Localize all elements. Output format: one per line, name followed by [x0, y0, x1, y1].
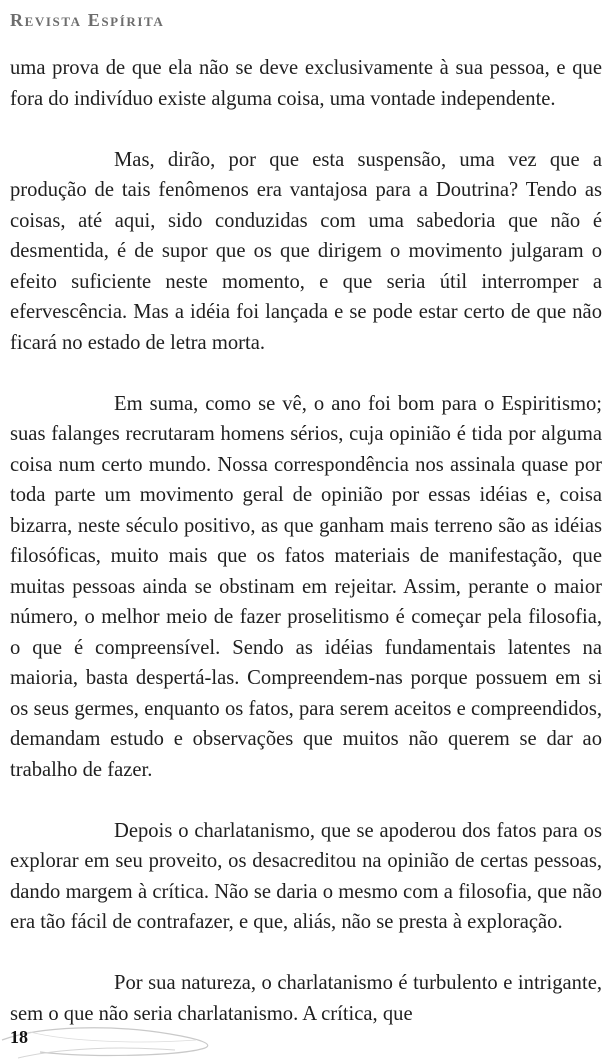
- paragraph-2: Mas, dirão, por que esta suspensão, uma vez que a produção de tais fenômenos era vantajosa para a Doutrina? Tendo as coisas, até aqui, sido conduzidas com uma sabedoria que não é desmentida, é de supor que os que dirigem o movimento julgaram o efeito suficiente neste momento, e que seria útil interromper a efervescência. Mas a idéia foi lançada e se pode estar certo de que não ficará no estado de letra morta.: [10, 148, 602, 354]
- page-number: 18: [10, 1027, 28, 1047]
- paragraph-3: Em suma, como se vê, o ano foi bom para o Espiritismo; suas falanges recrutaram homens sérios, cuja opinião é tida por alguma coisa num certo mundo. Nossa correspondência nos assinala quase por toda parte um movimento geral de opinião por essas idéias e, coisa bizarra, neste século positivo, as que ganham mais terreno são as idéias filosóficas, muito mais que os fatos materiais de manifestação, que muitas pessoas ainda se obstinam em rejeitar. Assim, perante o maior número, o melhor meio de fazer proselitismo é começar pela filosofia, o que é compreensível. Sendo as idéias fundamentais latentes na maioria, basta despertá-las. Compreendem-nas porque possuem em si os seus germes, enquanto os fatos, para serem aceitos e compreendidos, demandam estudo e observações que muitos não querem se dar ao trabalho de fazer.: [10, 392, 602, 781]
- decorative-swash-ornament: [0, 1018, 220, 1063]
- paragraph-1: uma prova de que ela não se deve exclusivamente à sua pessoa, e que fora do indivíduo existe alguma coisa, uma vontade independente.: [10, 57, 602, 110]
- body-text: [10, 53, 602, 1029]
- running-header: Revista Espírita: [10, 10, 165, 30]
- paragraph-5: Por sua natureza, o charlatanismo é turbulento e intrigante, sem o que não seria charlatanismo. A crítica, que: [10, 972, 602, 1025]
- paragraph-4: Depois o charlatanismo, que se apoderou dos fatos para os explorar em seu proveito, os desacreditou na opinião de certas pessoas, dando margem à crítica. Não se daria o mesmo com a filosofia, que não era tão fácil de contrafazer, e que, aliás, não se presta à exploração.: [10, 819, 602, 933]
